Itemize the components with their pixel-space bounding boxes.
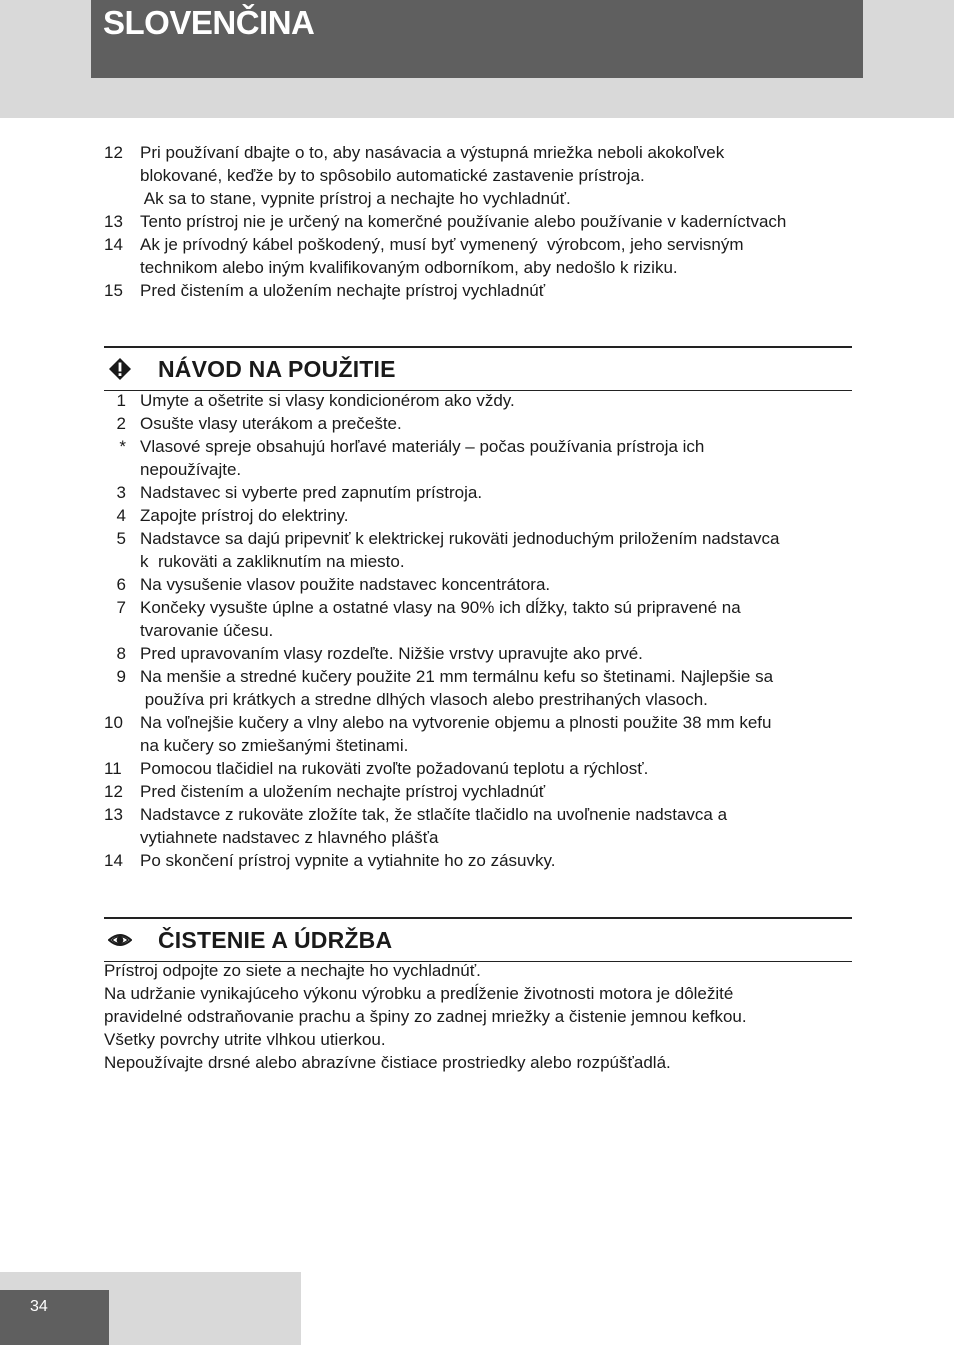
- item-text: používa pri krátkych a stredne dlhých vlasoch alebo prestrihaných vlasoch.: [140, 690, 708, 709]
- item-text: Po skončení prístroj vypnite a vytiahnite ho zo zásuvky.: [140, 851, 556, 870]
- item-number: [104, 550, 140, 573]
- item-number: *: [119, 437, 126, 456]
- item-number: [104, 826, 140, 849]
- item-text: Na menšie a stredné kučery použite 21 mm termálnu kefu so štetinami. Najlepšie sa: [140, 667, 774, 686]
- item-text: na kučery so zmiešanými štetinami.: [140, 736, 409, 755]
- list-item: [104, 734, 854, 757]
- list-item: [104, 504, 854, 527]
- item-text: Nadstavce z rukoväte zložíte tak, že stlačíte tlačidlo na uvoľnenie nadstavca a: [140, 805, 728, 824]
- usage-instructions-list: [104, 389, 854, 872]
- list-item: [104, 573, 854, 596]
- item-number: [104, 164, 140, 187]
- warning-icon: [108, 357, 132, 381]
- list-item: [104, 279, 854, 302]
- item-text: Umyte a ošetrite si vlasy kondicionérom ako vždy.: [140, 391, 515, 410]
- item-text: Osušte vlasy uterákom a prečešte.: [140, 414, 402, 433]
- item-number: 6: [116, 575, 126, 594]
- item-text: vytiahnete nadstavec z hlavného plášťa: [140, 828, 439, 847]
- page-title: SLOVENČINA: [103, 4, 315, 41]
- item-number: 8: [116, 644, 126, 663]
- item-text: Tento prístroj nie je určený na komerčné používanie alebo používanie v kaderníctvach: [140, 212, 787, 231]
- list-item: [104, 435, 854, 458]
- list-item: [104, 256, 854, 279]
- usage-section-header: [104, 346, 852, 391]
- safety-list-continued: [104, 141, 854, 302]
- list-item: [104, 412, 854, 435]
- list-item: [104, 527, 854, 550]
- list-item: [104, 849, 854, 872]
- item-text: blokované, keďže by to spôsobilo automatické zastavenie prístroja.: [140, 166, 645, 185]
- list-item: [104, 619, 854, 642]
- item-number: 5: [116, 529, 126, 548]
- item-number: 1: [116, 391, 126, 410]
- paragraph-line: Všetky povrchy utrite vlhkou utierkou.: [104, 1030, 386, 1049]
- language-title-bar: [91, 0, 863, 78]
- paragraph-line: Prístroj odpojte zo siete a nechajte ho vychladnúť.: [104, 961, 481, 980]
- item-number: 7: [116, 598, 126, 617]
- item-number: 3: [116, 483, 126, 502]
- item-text: Nadstavec si vyberte pred zapnutím prístroja.: [140, 483, 483, 502]
- eye-icon: [108, 928, 132, 952]
- item-text: Končeky vysušte úplne a ostatné vlasy na 90% ich dĺžky, takto sú pripravené na: [140, 598, 741, 617]
- item-number: [104, 256, 140, 279]
- item-number: 4: [116, 506, 126, 525]
- page-number-box: [0, 1290, 109, 1345]
- item-number: 13: [104, 212, 123, 231]
- item-number: 14: [104, 235, 123, 254]
- item-number: 10: [104, 713, 123, 732]
- item-number: 11: [104, 759, 122, 778]
- list-item: [104, 164, 854, 187]
- item-text: k rukoväti a zakliknutím na miesto.: [140, 552, 405, 571]
- item-number: 15: [104, 281, 123, 300]
- list-item: [104, 688, 854, 711]
- item-number: 13: [104, 805, 123, 824]
- item-number: 2: [116, 414, 126, 433]
- item-number: [104, 187, 140, 210]
- item-text: Ak sa to stane, vypnite prístroj a nechajte ho vychladnúť.: [140, 189, 571, 208]
- list-item: [104, 803, 854, 826]
- item-text: tvarovanie účesu.: [140, 621, 274, 640]
- paragraph-line: Nepoužívajte drsné alebo abrazívne čistiace prostriedky alebo rozpúšťadlá.: [104, 1053, 671, 1072]
- item-text: Ak je prívodný kábel poškodený, musí byť vymenený výrobcom, jeho servisným: [140, 235, 744, 254]
- list-item: [104, 458, 854, 481]
- item-text: Zapojte prístroj do elektriny.: [140, 506, 349, 525]
- list-item: [104, 711, 854, 734]
- list-item: [104, 187, 854, 210]
- cleaning-section-header: [104, 917, 852, 962]
- item-number: 9: [116, 667, 126, 686]
- list-item: [104, 665, 854, 688]
- item-number: [104, 458, 140, 481]
- item-number: [104, 688, 140, 711]
- paragraph-line: pravidelné odstraňovanie prachu a špiny zo zadnej mriežky a čistenie jemnou kefkou.: [104, 1007, 747, 1026]
- cleaning-text: [104, 959, 854, 1074]
- cleaning-section-title: ČISTENIE A ÚDRŽBA: [158, 927, 393, 953]
- list-item: [104, 757, 854, 780]
- item-text: Pred čistením a uložením nechajte prístroj vychladnúť: [140, 782, 546, 801]
- paragraph-line: Na udržanie vynikajúceho výkonu výrobku a predĺženie životnosti motora je dôležité: [104, 984, 734, 1003]
- item-text: Na vysušenie vlasov použite nadstavec koncentrátora.: [140, 575, 551, 594]
- list-item: [104, 596, 854, 619]
- list-item: [104, 389, 854, 412]
- item-text: Pred upravovaním vlasy rozdeľte. Nižšie vrstvy upravujte ako prvé.: [140, 644, 643, 663]
- item-text: Nadstavce sa dajú pripevniť k elektrickej rukoväti jednoduchým priložením nadstavca: [140, 529, 780, 548]
- item-number: [104, 619, 140, 642]
- item-text: technikom alebo iným kvalifikovaným odborníkom, aby nedošlo k riziku.: [140, 258, 678, 277]
- list-item: [104, 233, 854, 256]
- item-number: [104, 734, 140, 757]
- item-number: 14: [104, 851, 123, 870]
- usage-section-title: NÁVOD NA POUŽITIE: [158, 356, 396, 382]
- list-item: [104, 550, 854, 573]
- item-number: 12: [104, 782, 123, 801]
- list-item: [104, 642, 854, 665]
- list-item: [104, 826, 854, 849]
- item-text: Pred čistením a uložením nechajte prístroj vychladnúť: [140, 281, 546, 300]
- list-item: [104, 141, 854, 164]
- item-text: Pomocou tlačidiel na rukoväti zvoľte požadovanú teplotu a rýchlosť.: [140, 759, 649, 778]
- list-item: [104, 481, 854, 504]
- list-item: [104, 780, 854, 803]
- item-text: Pri používaní dbajte o to, aby nasávacia a výstupná mriežka neboli akokoľvek: [140, 143, 725, 162]
- item-text: Na voľnejšie kučery a vlny alebo na vytvorenie objemu a plnosti použite 38 mm kefu: [140, 713, 772, 732]
- item-number: 12: [104, 143, 123, 162]
- item-text: Vlasové spreje obsahujú horľavé materiály – počas používania prístroja ich: [140, 437, 705, 456]
- item-text: nepoužívajte.: [140, 460, 242, 479]
- list-item: [104, 210, 854, 233]
- page-number: 34: [30, 1298, 48, 1315]
